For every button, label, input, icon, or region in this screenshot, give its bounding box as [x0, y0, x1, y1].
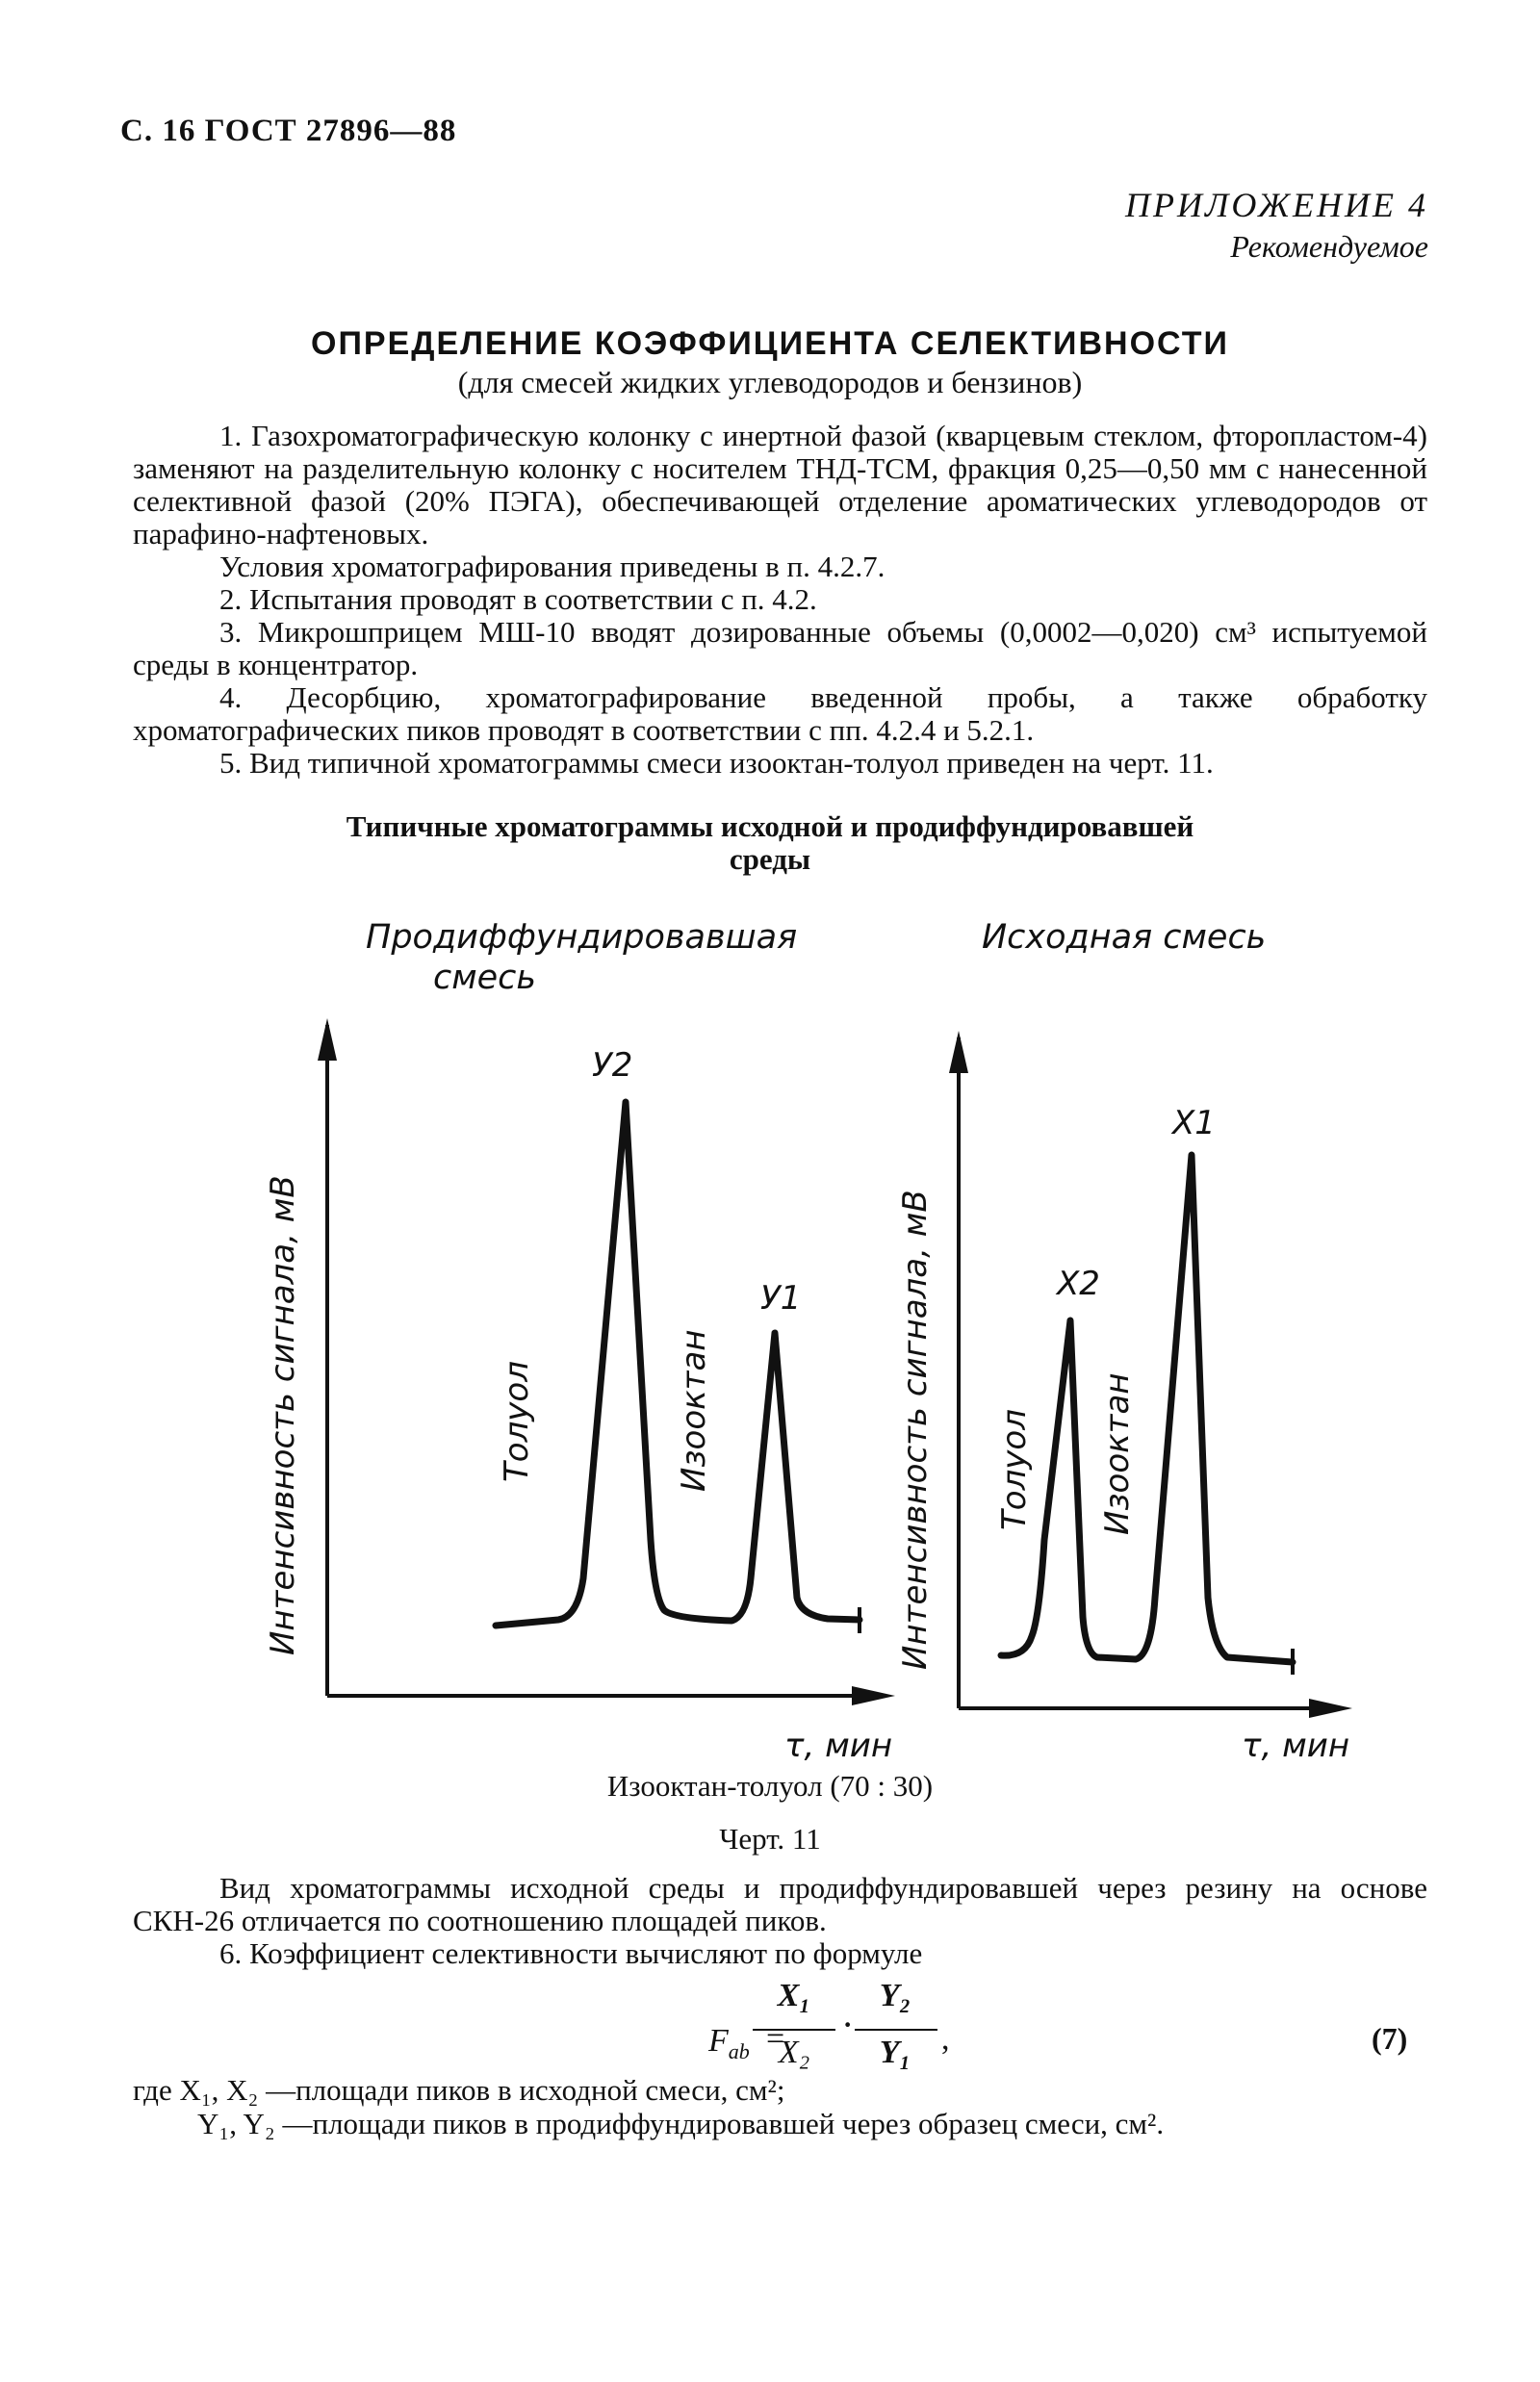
right-heading: Исходная смесь [982, 918, 1267, 957]
formula-comma: , [941, 2021, 950, 2057]
left-chromatogram [264, 918, 895, 1765]
right-peak-label-x2: X2 [1057, 1265, 1100, 1303]
formula-denominator-1: X₂ [778, 2035, 810, 2070]
formula-dot: · [841, 2003, 855, 2046]
left-label-isooctane: Изооктан [675, 1329, 713, 1492]
formula-lhs-symbol: F [708, 2023, 729, 2059]
right-y-axis-label: Интенсивность сигнала, мВ [896, 1190, 935, 1670]
left-peak-label-y1: У1 [760, 1279, 802, 1318]
left-y-axis-label: Интенсивность сигнала, мВ [264, 1175, 302, 1655]
right-label-toluene: Толуол [995, 1409, 1034, 1530]
right-signal-curve [1001, 1155, 1293, 1662]
formula-lhs-subscript: ab [728, 2038, 750, 2063]
formula-denominator-2: Y₁ [879, 2035, 911, 2070]
formula-fraction-bar-2 [855, 2029, 937, 2031]
left-y-arrow [318, 1018, 337, 1061]
paragraph-6: 6. Коэффициент селективности вычисляют по формуле [219, 1936, 923, 1970]
where-line-2: Y₁, Y₂ —площади пиков в продиффундировавшей через образец смеси, см². [197, 2107, 1165, 2140]
paragraph-view: Вид хроматограммы исходной среды и продиффундировавшей через резину на основе СКН-26 отличается по соотношению площадей пиков. [133, 1871, 1427, 1937]
appendix-status: Рекомендуемое [1230, 229, 1428, 264]
left-peak-label-y2: У2 [592, 1046, 633, 1085]
figure-mixture: Изооктан-толуол (70 : 30) [606, 1769, 934, 1803]
figure-title-line-2: среды [729, 842, 811, 876]
left-heading-line-1: Продиффундировавшая [366, 918, 798, 957]
left-x-arrow [852, 1686, 895, 1705]
formula-number: (7) [1372, 2021, 1408, 2056]
formula-fraction-bar-1 [753, 2029, 835, 2031]
figure-caption: Черт. 11 [719, 1822, 821, 1856]
left-label-toluene: Толуол [498, 1361, 536, 1482]
formula-lhs [708, 2023, 750, 2064]
paragraph-2: 2. Испытания проводят в соответствии с п. 4.2. [219, 582, 817, 616]
paragraph-3: 3. Микрошприцем МШ-10 вводят дозированные объемы (0,0002—0,020) см³ испытуемой среды в концентратор. [133, 615, 1427, 681]
section-subtitle: (для смесей жидких углеводородов и бензинов) [457, 365, 1083, 399]
formula-equals: = [766, 2021, 785, 2057]
paragraph-4: 4. Десорбцию, хроматографирование введенной пробы, а также обработку хроматографических пиков проводят в соответствии с пп. 4.2.4 и 5.2.1. [133, 680, 1427, 747]
right-y-arrow [949, 1031, 968, 1073]
right-x-axis-label: τ, мин [1242, 1727, 1350, 1765]
formula-numerator-2: Y₂ [879, 1978, 911, 2013]
right-x-arrow [1309, 1699, 1352, 1718]
where-line-1: где X₁, X₂ —площади пиков в исходной смеси, см²; [133, 2073, 785, 2107]
formula-numerator-1: X₁ [777, 1978, 811, 2013]
figure-title-line-1: Типичные хроматограммы исходной и продиффундировавшей [346, 809, 1194, 843]
paragraph-1: 1. Газохроматографическую колонку с инертной фазой (кварцевым стеклом, фторопластом-4) заменяют на разделительную колонку с носителем ТНД-ТСМ, фракция 0,25—0,50 мм с нанесенной селективной фазой (20% ПЭГА), обеспечивающей отделение ароматических углеводородов от парафино-нафтеновых. [133, 419, 1427, 551]
paragraph-5: 5. Вид типичной хроматограммы смеси изооктан-толуол приведен на черт. 11. [219, 746, 1214, 780]
page-header: С. 16 ГОСТ 27896—88 [120, 114, 457, 148]
left-x-axis-label: τ, мин [784, 1727, 893, 1765]
section-title: ОПРЕДЕЛЕНИЕ КОЭФФИЦИЕНТА СЕЛЕКТИВНОСТИ [311, 325, 1229, 362]
right-label-isooctane: Изооктан [1098, 1372, 1137, 1535]
right-peak-label-x1: X1 [1172, 1104, 1216, 1142]
left-heading-line-2: смесь [433, 959, 537, 997]
appendix-label: ПРИЛОЖЕНИЕ 4 [1125, 186, 1428, 224]
paragraph-1b: Условия хроматографирования приведены в п. 4.2.7. [219, 550, 886, 583]
right-chromatogram [896, 918, 1352, 1765]
